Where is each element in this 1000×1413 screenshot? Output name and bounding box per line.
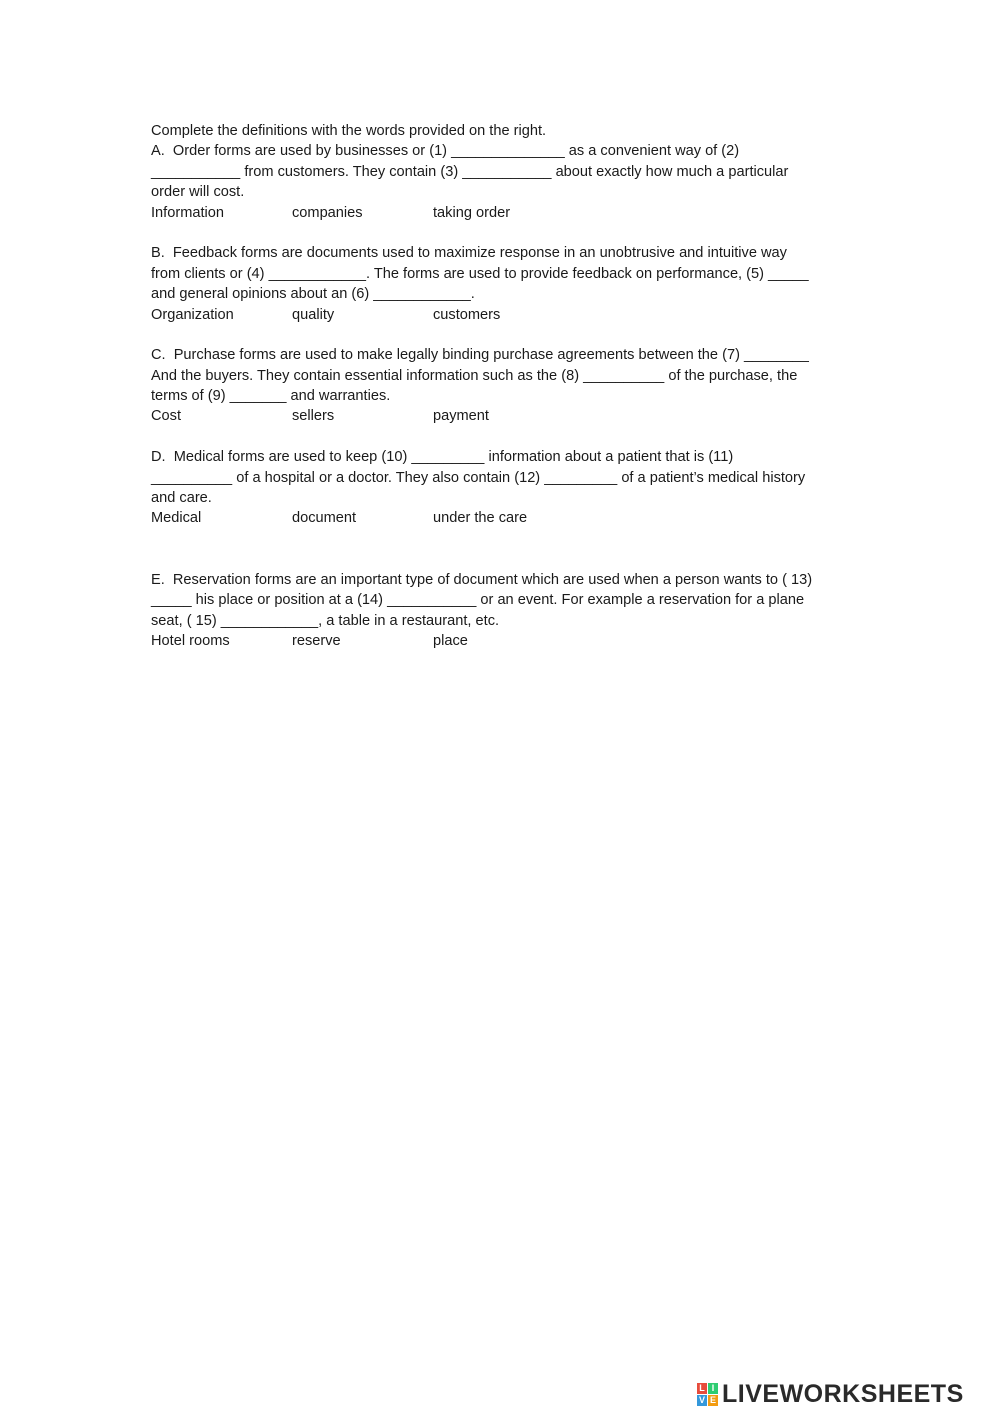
section-line: C. Purchase forms are used to make legally binding purchase agreements between the (7) ________ bbox=[151, 347, 809, 364]
word-bank-item[interactable]: payment bbox=[433, 408, 489, 425]
word-bank-item[interactable]: reserve bbox=[292, 632, 341, 649]
logo-letter: E bbox=[709, 1394, 716, 1405]
section-line: A. Order forms are used by businesses or (1) ______________ as a convenient way of (2) bbox=[151, 143, 740, 160]
word-bank bbox=[151, 305, 871, 325]
section-c bbox=[151, 345, 871, 427]
section-b bbox=[151, 243, 871, 325]
section-line: and general opinions about an (6) ____________. bbox=[151, 286, 475, 303]
section-line: D. Medical forms are used to keep (10) _________ information about a patient that is (11) bbox=[151, 449, 734, 466]
word-bank-item[interactable]: taking order bbox=[433, 204, 511, 221]
word-bank-item[interactable]: Hotel rooms bbox=[151, 632, 230, 649]
logo-letter: I bbox=[708, 1383, 718, 1394]
section-line: And the buyers. They contain essential information such as the (8) __________ of the purchase, the bbox=[151, 367, 798, 384]
word-bank-item[interactable]: Medical bbox=[151, 510, 202, 527]
section-a bbox=[151, 141, 871, 223]
word-bank-item[interactable]: under the care bbox=[433, 510, 528, 527]
section-line: B. Feedback forms are documents used to maximize response in an unobtrusive and intuitive way bbox=[151, 245, 787, 262]
logo-letter: L bbox=[697, 1383, 707, 1394]
logo-letter: V bbox=[698, 1394, 705, 1405]
liveworksheets-logo bbox=[697, 1378, 964, 1410]
instructions: Complete the definitions with the words provided on the right. bbox=[151, 123, 547, 139]
section-line: __________ of a hospital or a doctor. They also contain (12) _________ of a patient’s medical history bbox=[151, 469, 806, 486]
section-line: seat, ( 15) ____________, a table in a restaurant, etc. bbox=[151, 612, 500, 629]
word-bank-item[interactable]: quality bbox=[292, 306, 335, 323]
section-line: terms of (9) _______ and warranties. bbox=[151, 388, 391, 405]
word-bank-item[interactable]: place bbox=[433, 632, 468, 649]
section-e bbox=[151, 570, 871, 652]
worksheet bbox=[151, 121, 871, 651]
section-line: ___________ from customers. They contain (3) ___________ about exactly how much a particular bbox=[151, 163, 789, 180]
word-bank-item[interactable]: sellers bbox=[292, 408, 335, 425]
word-bank bbox=[151, 631, 871, 651]
section-line: order will cost. bbox=[151, 184, 245, 201]
logo-mark-icon bbox=[697, 1383, 718, 1406]
word-bank bbox=[151, 406, 871, 426]
word-bank bbox=[151, 508, 871, 528]
section-line: E. Reservation forms are an important type of document which are used when a person wants to ( 13) bbox=[151, 571, 813, 588]
word-bank-item[interactable]: Cost bbox=[151, 408, 182, 425]
word-bank-item[interactable]: document bbox=[292, 510, 357, 527]
word-bank bbox=[151, 203, 871, 223]
section-line: from clients or (4) ____________. The forms are used to provide feedback on performance, (5) _____ bbox=[151, 265, 809, 282]
word-bank-item[interactable]: customers bbox=[433, 306, 501, 323]
section-d bbox=[151, 447, 871, 529]
word-bank-item[interactable]: companies bbox=[292, 204, 363, 221]
word-bank-item[interactable]: Information bbox=[151, 204, 225, 221]
section-line: and care. bbox=[151, 490, 212, 507]
logo-text: LIVEWORKSHEETS bbox=[722, 1379, 964, 1408]
section-line: _____ his place or position at a (14) ___________ or an event. For example a reservation for a plane bbox=[151, 592, 805, 609]
word-bank-item[interactable]: Organization bbox=[151, 306, 234, 323]
